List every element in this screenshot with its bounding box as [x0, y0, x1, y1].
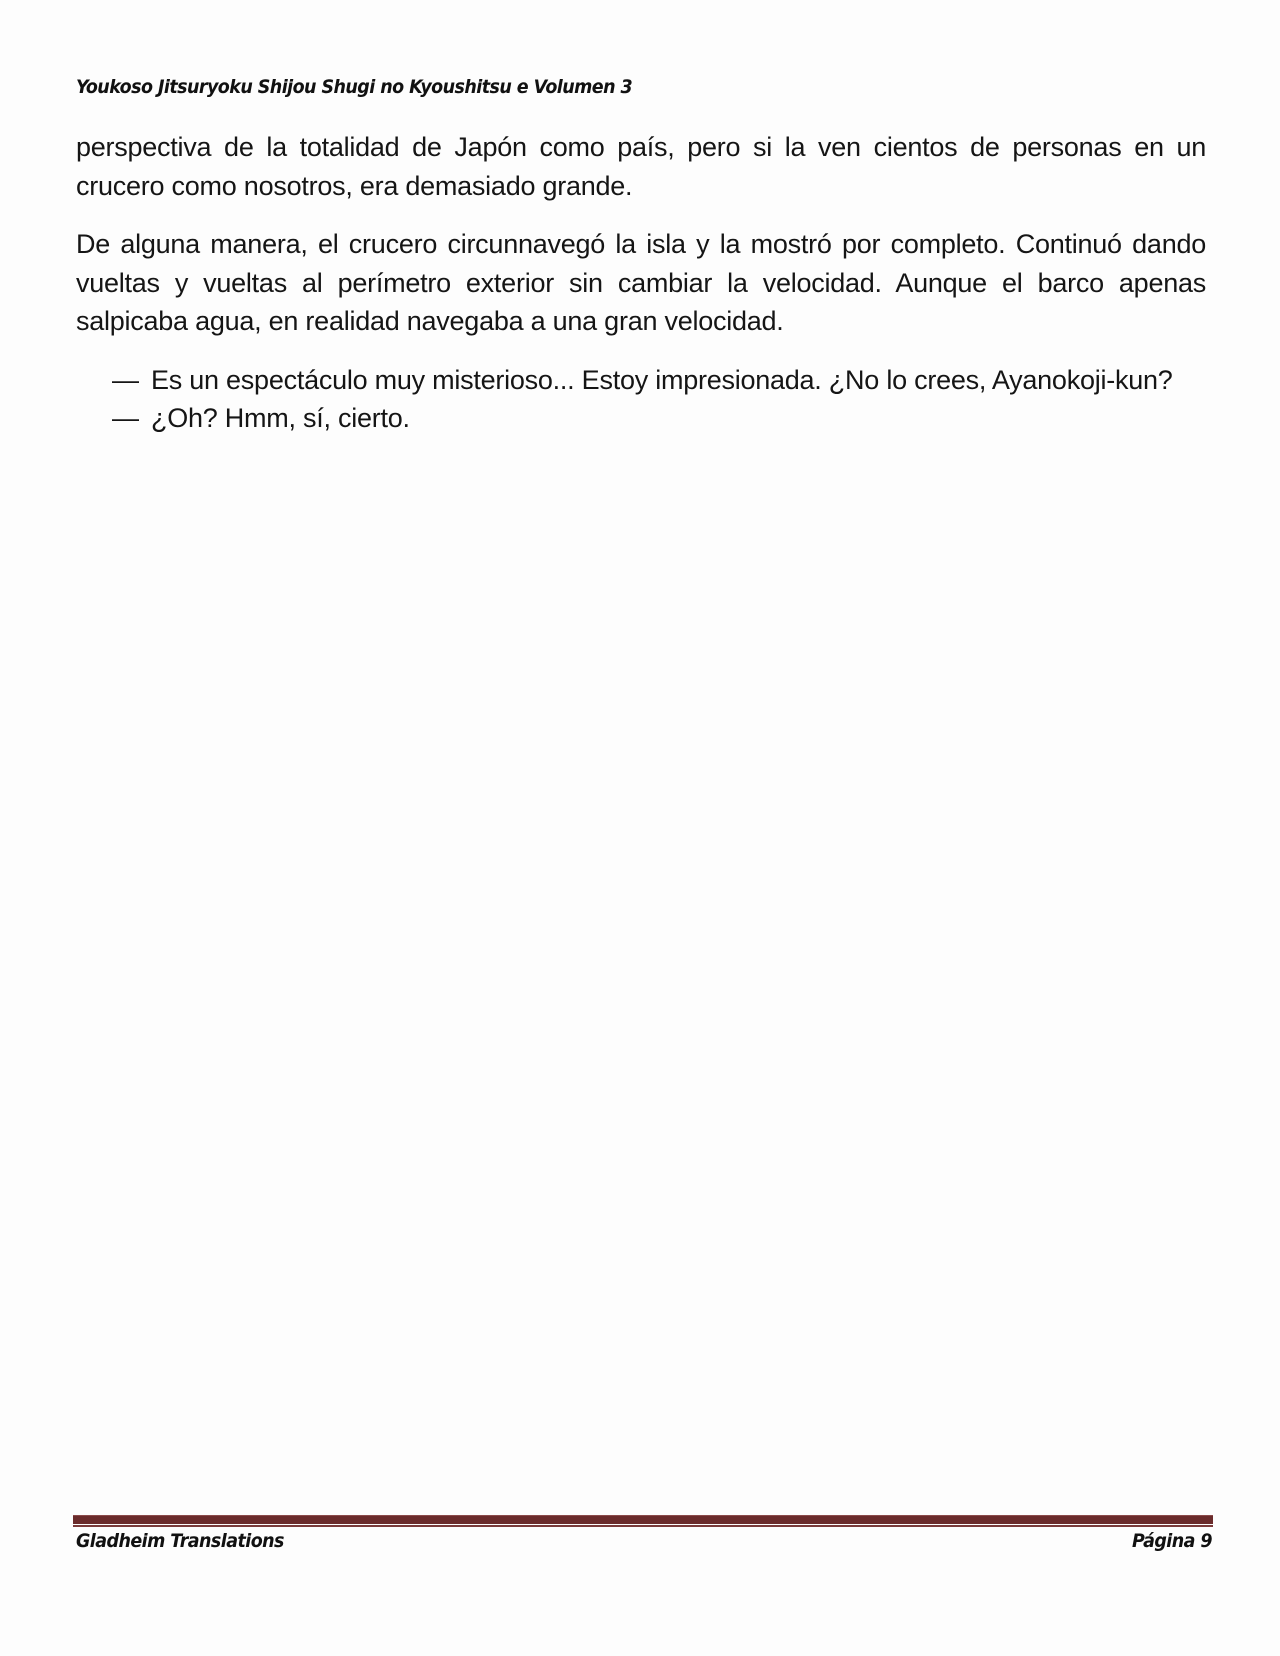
footer-rule: [73, 1515, 1213, 1524]
dialogue-line: [76, 399, 1206, 438]
running-header-title: Youkoso Jitsuryoku Shijou Shugi no Kyoushitsu e Volumen 3: [76, 76, 633, 98]
footer-page-number: Página 9: [1131, 1530, 1212, 1552]
dialogue-text: Es un espectáculo muy misterioso... Estoy impresionada. ¿No lo crees, Ayanokoji-kun?: [151, 364, 1173, 395]
footer-rule-thin: [73, 1525, 1213, 1527]
dialogue-block: [76, 361, 1206, 438]
paragraph: De alguna manera, el crucero circunnavegó la isla y la mostró por completo. Continuó dando vueltas y vueltas al perímetro exterior sin cambiar la velocidad. Aunque el barco apenas salpicaba agua, en realidad navegaba a una gran velocidad.: [76, 229, 1206, 336]
dialogue-line: [76, 361, 1206, 400]
dialogue-text: ¿Oh? Hmm, sí, cierto.: [151, 403, 410, 433]
em-dash: —: [112, 364, 139, 395]
paragraph: perspectiva de la totalidad de Japón como país, pero si la ven cientos de personas en un crucero como nosotros, era demasiado grande.: [76, 132, 1206, 201]
page-body: [76, 128, 1206, 438]
footer-publisher: Gladheim Translations: [76, 1530, 284, 1552]
em-dash: —: [112, 403, 139, 433]
